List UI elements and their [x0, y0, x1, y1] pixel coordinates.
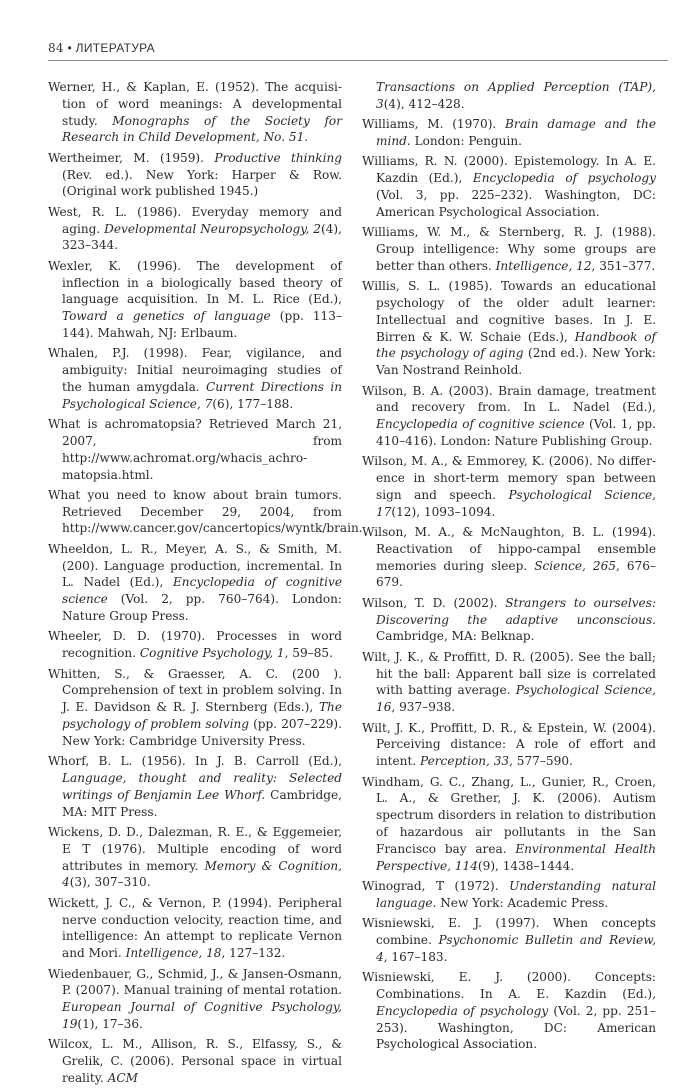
reference-text: Williams, W. M., & Sternberg, R. J. (1988). Group intelligence: Why some groups are better than others.	[362, 225, 656, 273]
reference-entry	[362, 116, 656, 150]
reference-entry	[48, 487, 363, 537]
reference-entry	[48, 204, 342, 254]
reference-text: (2nd ed.). New York: Van Nostrand Reinhold.	[376, 346, 656, 378]
running-header	[48, 41, 668, 61]
reference-entry	[362, 969, 656, 1053]
reference-entry	[48, 541, 342, 625]
reference-text: Wisniewski, E. J. (2000). Concepts: Combinations. In A. E. Kazdin (Ed.),	[362, 970, 656, 1001]
reference-italic-text: Encyclopedia of cognitive science	[376, 417, 585, 432]
reference-entry	[362, 878, 656, 912]
reference-entry	[48, 345, 342, 412]
reference-text: Wilson, T. D. (2002).	[362, 595, 506, 610]
reference-text: , 59–85.	[284, 646, 333, 661]
reference-italic-text: Perception, 33	[420, 754, 510, 769]
reference-italic-text: Psychological Science, 16	[376, 683, 657, 715]
reference-text: Whalen, P.J. (1998). Fear, vigilance, and ambiguity: Initial neuroimaging studies of the human amygdala.	[48, 346, 342, 394]
reference-entry	[48, 628, 342, 662]
reference-entry	[48, 895, 342, 962]
reference-text: Wilson, M. A., & McNaughton, B. L. (1994). Reactivation of hippo-campal ensemble memories during sleep.	[362, 525, 656, 573]
reference-text: (3), 307–310.	[69, 875, 151, 890]
reference-entry	[362, 524, 656, 591]
reference-text: (Vol. 2, pp. 251–253). Washington, DC: American Psychological Association.	[376, 1003, 656, 1052]
reference-text: , 127–132.	[221, 946, 286, 961]
reference-italic-text: Environmental Health Perspective, 114	[376, 841, 657, 873]
reference-entry	[362, 453, 656, 520]
reference-text: Wilt, J. K., & Proffitt, D. R. (2005). See the ball; hit the ball: Apparent ball size is correlated with batting average.	[362, 649, 656, 698]
reference-entry	[48, 1036, 342, 1086]
reference-entry	[48, 753, 342, 820]
reference-text: Wilson, M. A., & Emmorey, K. (2006). No difference in short-term memory span between sign and speech.	[362, 454, 656, 502]
reference-text: (Vol. 2, pp. 760–764). London: Nature Group Press.	[62, 592, 342, 624]
right-column	[362, 79, 656, 1057]
reference-italic-text: Monographs of the Society for Research in Child Development, No. 51.	[62, 113, 342, 145]
reference-italic-text: Handbook of the psychology of aging	[376, 329, 656, 361]
reference-italic-text: Encyclopedia of cognitive science	[62, 575, 342, 607]
reference-text: (pp. 113–144). Mahwah, NJ: Erlbaum.	[62, 309, 342, 340]
reference-text: Wertheimer, M. (1959).	[48, 150, 215, 165]
reference-italic-text: Cognitive Psychology, 1	[139, 646, 285, 661]
reference-entry	[362, 595, 656, 645]
reference-italic-text: Psychological Science, 17	[376, 487, 657, 519]
reference-text: Wexler, K. (1996). The development of inflection in a biologically based theory of language acquisition. In M. L. Rice (Ed.),	[48, 258, 342, 307]
reference-italic-text: Intelligence, 18	[125, 946, 222, 961]
reference-text: What you need to know about brain tumors. Retrieved December 29, 2004, from http://www.cancer.gov/cancertopics/wyntk/brain.	[48, 487, 363, 536]
reference-entry	[48, 150, 342, 200]
reference-italic-text: Science, 265	[534, 558, 616, 573]
reference-text: Willis, S. L. (1985). Towards an educational psychology of the older adult learner: Intellectual and cognitive bases. In J. E. Birren & K. W. Schaie (Eds.),	[362, 279, 656, 344]
left-column	[48, 79, 363, 1090]
header-rule	[48, 60, 668, 61]
reference-text: Wisniewski, E. J. (1997). When concepts combine.	[362, 916, 656, 947]
reference-italic-text: The psychology of problem solving	[62, 700, 342, 732]
reference-entry	[362, 278, 656, 379]
header-bullet: •	[67, 41, 73, 55]
reference-text: (6), 177–188.	[212, 396, 294, 411]
reference-text: Wiedenbauer, G., Schmid, J., & Jansen-Osmann, P. (2007). Manual training of mental rotation.	[48, 966, 342, 998]
reference-text: Whitten, S., & Graesser, A. C. (200 ). Comprehension of text in problem solving. In J. E. Davidson & R. J. Sternberg (Eds.),	[48, 666, 342, 715]
reference-entry	[362, 915, 656, 965]
reference-text: London: Penguin.	[410, 133, 522, 148]
reference-text: Winograd, T (1972).	[362, 878, 510, 893]
reference-text: What is achromatopsia? Retrieved March 21, 2007, from http://www.achromat.org/whacis_achromatopsia.html.	[48, 417, 342, 482]
reference-text: Wickett, J. C., & Vernon, P. (1994). Peripheral nerve conduction velocity, reaction time, and intelligence: An attempt to replicate Vernon and Mori.	[48, 895, 342, 961]
reference-text: Cambridge, MA: MIT Press.	[62, 787, 342, 819]
reference-entry	[362, 383, 656, 450]
page-number: 84	[48, 41, 64, 55]
reference-text: Wilcox, L. M., Allison, R. S., Elfassy, S., & Grelik, C. (2006). Personal space in virtual reality.	[48, 1037, 342, 1085]
reference-italic-text: European Journal of Cognitive Psychology, 19	[62, 1000, 342, 1031]
reference-continuation	[362, 79, 656, 113]
reference-text: Wickens, D. D., Dalezman, R. E., & Eggemeier, E T (1976). Multiple encoding of word attributes in memory.	[48, 825, 342, 873]
reference-entry	[48, 258, 342, 342]
reference-entry	[362, 224, 656, 274]
reference-text: (Rev. ed.). New York: Harper & Row. (Original work published 1945.)	[62, 167, 342, 199]
reference-text: Wheeler, D. D. (1970). Processes in word recognition.	[48, 629, 342, 661]
reference-italic-text: Intelligence, 12	[495, 258, 592, 273]
reference-italic-text: Psychonomic Bulletin and Review, 4	[376, 932, 656, 964]
reference-text: , 167–183.	[383, 949, 448, 964]
reference-italic-text: Brain damage and the mind.	[376, 117, 656, 148]
reference-text: , 577–590.	[509, 754, 573, 769]
reference-italic-text: Understanding natural language.	[376, 878, 657, 910]
reference-text: (pp. 207–229). New York: Cambridge University Press.	[62, 717, 342, 748]
reference-text: Wilson, B. A. (2003). Brain damage, treatment and recovery from. In L. Nadel (Ed.),	[362, 383, 656, 415]
reference-text: Windham, G. C., Zhang, L., Gunier, R., Croen, L. A., & Grether, J. K. (2006). Autism spectrum disorders in relation to distribution of hazardous air pollutants in the San Francisco bay area.	[362, 774, 656, 856]
reference-text: , 676–679.	[376, 558, 656, 590]
reference-italic-text: Encyclopedia of psychology	[376, 1003, 549, 1018]
reference-entry	[362, 720, 656, 770]
reference-italic-text: Language, thought and reality: Selected writings of Benjamin Lee Whorf.	[62, 771, 342, 802]
reference-text: , 351–377.	[591, 258, 656, 273]
reference-entry	[48, 416, 342, 483]
reference-text: (Vol. 3, pp. 225–232). Washington, DC: American Psychological Association.	[376, 187, 656, 219]
reference-italic-text: Memory & Cognition, 4	[62, 858, 343, 890]
reference-entry	[362, 153, 656, 220]
reference-italic-text: Current Directions in Psychological Science, 7	[62, 379, 342, 411]
reference-text: (4), 323–344.	[62, 221, 342, 253]
reference-entry	[48, 966, 342, 1033]
section-title: ЛИТЕРАТУРА	[75, 41, 155, 55]
reference-text: West, R. L. (1986). Everyday memory and aging.	[48, 204, 342, 236]
reference-text: , 937–938.	[391, 700, 456, 715]
reference-text: Whorf, B. L. (1956). In J. B. Carroll (Ed.),	[48, 754, 342, 769]
reference-text: (4), 412–428.	[383, 96, 465, 111]
reference-text: New York: Academic Press.	[436, 895, 609, 910]
reference-text: (9), 1438–1444.	[477, 858, 575, 873]
reference-text: Williams, R. N. (2000). Epistemology. In A. E. Kazdin (Ed.),	[362, 154, 656, 186]
reference-text: Williams, M. (1970).	[362, 117, 506, 132]
reference-text: (Vol. 1, pp. 410–416). London: Nature Publishing Group.	[376, 417, 656, 448]
reference-entry	[362, 774, 656, 875]
reference-text: Werner, H., & Kaplan, E. (1952). The acquisition of word meanings: A developmental study.	[48, 80, 342, 128]
reference-italic-text: Transactions on Applied Perception (TAP), 3	[376, 80, 656, 111]
reference-text: (1), 17–36.	[77, 1016, 143, 1031]
reference-entry	[48, 824, 342, 891]
reference-text: Cambridge, MA: Belknap.	[376, 629, 535, 644]
reference-text: (12), 1093–1094.	[391, 504, 496, 519]
reference-italic-text: Strangers to ourselves: Discovering the adaptive unconscious.	[376, 595, 656, 627]
reference-text: Wheeldon, L. R., Meyer, A. S., & Smith, M. (200). Language production, incremental. In L. Nadel (Ed.),	[48, 541, 342, 590]
reference-italic-text: ACM	[107, 1070, 139, 1085]
reference-italic-text: Productive thinking	[214, 150, 342, 165]
reference-entry	[48, 666, 342, 750]
reference-entry	[48, 79, 342, 146]
reference-italic-text: Toward a genetics of language	[62, 309, 271, 324]
reference-entry	[362, 649, 656, 716]
reference-italic-text: Encyclopedia of psychology	[472, 171, 656, 186]
reference-italic-text: Developmental Neuropsychology, 2	[104, 221, 322, 236]
reference-text: Wilt, J. K., Proffitt, D. R., & Epstein, W. (2004). Perceiving distance: A role of effort and intent.	[362, 720, 656, 769]
